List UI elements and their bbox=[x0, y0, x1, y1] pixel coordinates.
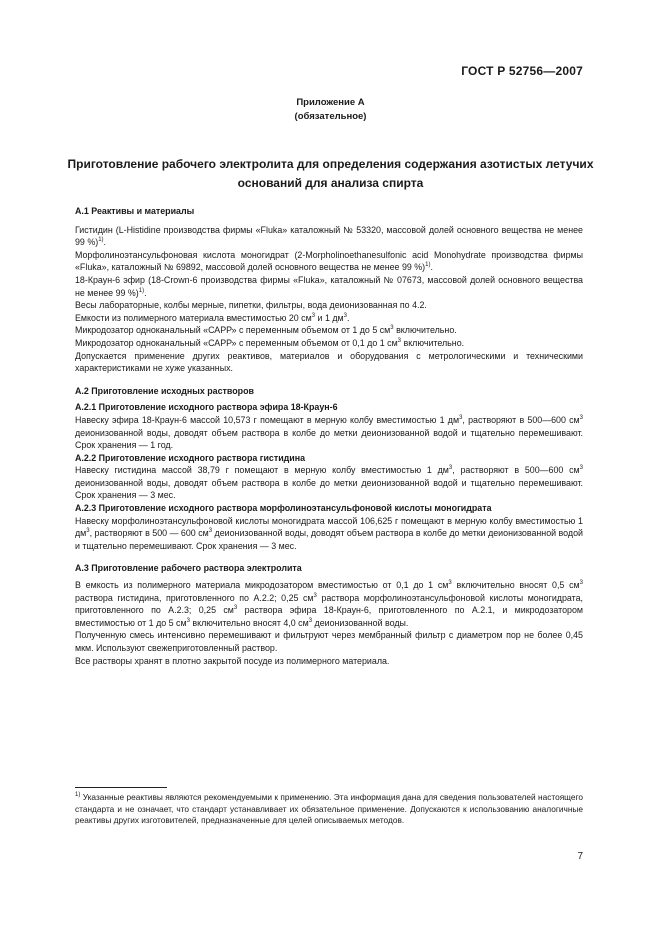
section-a1-heading: А.1 Реактивы и материалы bbox=[75, 206, 195, 216]
section-a21-heading: А.2.1 Приготовление исходного раствора эфира 18-Краун-6 bbox=[75, 402, 338, 413]
section-a3-filtering: Полученную смесь интенсивно перемешивают и фильтруют через мембранный фильтр с диаметром пор не более 0,45 мкм. Используют свежеприготовленный раствор. bbox=[75, 630, 583, 653]
reagent-mes: Морфолиноэтансульфоновая кислота моногидрат (2-Morpholinoethanesulfonic acid Monohydrate производства фирмы «Fluka», каталожный № 69892, массовой долей основного вещества не менее 99 %)$^{1)}$. bbox=[75, 249, 583, 273]
section-a3-heading: А.3 Приготовление рабочего раствора электролита bbox=[75, 563, 302, 574]
dispenser-1-text: Микродозатор одноканальный «САРР» с переменным объемом от 1 до 5 $см^3$ включительно. bbox=[75, 325, 457, 336]
annex-body bbox=[75, 205, 583, 667]
annex-status: (обязательное) bbox=[294, 111, 367, 122]
equipment-text: Весы лабораторные, колбы мерные, пипетки, фильтры, вода деионизованная по 4.2. bbox=[75, 300, 427, 311]
containers-text: Емкости из полимерного материала вместимостью 20 $см^3$ и 1 $дм^3$. bbox=[75, 312, 350, 323]
annex-title bbox=[40, 155, 621, 193]
annex-title-line-2: оснований для анализа спирта bbox=[237, 176, 424, 190]
page-number: 7 bbox=[577, 851, 583, 862]
allowed-substitution-text: Допускается применение других реактивов, материалов и оборудования с метрологическими и техническими характеристиками не хуже указанных. bbox=[75, 350, 583, 374]
section-a23-text: Навеску морфолиноэтансульфоновой кислоты моногидрата массой 106,625 г помещают в мерную колбу вместимостью 1 $дм^3$, растворяют в 500 — 600 $см^3$ деионизованной воды, доводят объем раствора в колбе до метки деионизованной водой и тщательно перемешивают. Срок хранения — 3 мес. bbox=[75, 515, 583, 551]
footnote-divider bbox=[75, 787, 167, 788]
section-a21-text: Навеску эфира 18-Краун-6 массой 10,573 г помещают в мерную колбу вместимостью 1 $дм^3$, растворяют в 500—600 $см^3$ деионизованной воды, доводят объем раствора в колбе до метки деионизованной водой и тщательно перемешивают. Срок хранения — 1 год. bbox=[75, 414, 583, 451]
section-a22-text: Навеску гистидина массой 38,79 г помещают в мерную колбу вместимостью 1 $дм^3$, растворяют в 500—600 $см^3$ деионизованной воды, доводят объем раствора в колбе до метки деионизованной водой и тщательно перемешивают. Срок хранения — 3 мес. bbox=[75, 465, 583, 501]
section-a2-heading: А.2 Приготовление исходных растворов bbox=[75, 385, 254, 396]
document-standard-number: ГОСТ Р 52756—2007 bbox=[461, 64, 583, 78]
annex-label: Приложение А bbox=[296, 97, 365, 108]
dispenser-2-text: Микродозатор одноканальный «САРР» с переменным объемом от 0,1 до 1 $см^3$ включительно. bbox=[75, 337, 465, 348]
footnote: $^{1)}$ Указанные реактивы являются рекомендуемыми к применению. Эта информация дана для сведения пользователей настоящего стандарта и не означает, что стандарт устанавливает их обязательное применение. Допускаются к использованию аналогичные реактивы других изготовителей, предназначенные для целей описываемых методов. bbox=[75, 792, 583, 826]
reagent-histidine: Гистидин (L-Histidine производства фирмы «Fluka» каталожный № 53320, массовой долей основного вещества не менее 99 %)$^{1)}$. bbox=[75, 224, 583, 248]
section-a22-heading: А.2.2 Приготовление исходного раствора гистидина bbox=[75, 452, 306, 463]
section-a3-procedure: В емкость из полимерного материала микродозатором вместимостью от 0,1 до 1 $см^3$ включительно вносят 0,5 $см^3$ раствора гистидина, приготовленного по А.2.2; 0,25 $см^3$ раствора морфолиноэтансульфоновой кислоты моногидрата, приготовленного по А.2.3; 0,25 $см^3$ раствора эфира 18-Краун-6, приготовленного по А.2.1, и микродозатором вместимостью от 1 до 5 $см^3$ включительно вносят 4,0 $см^3$ деионизованной воды. bbox=[75, 580, 583, 628]
section-a3-storage: Все растворы хранят в плотно закрытой посуде из полимерного материала. bbox=[75, 655, 390, 666]
annex-title-line-1: Приготовление рабочего электролита для определения содержания азотистых летучих bbox=[67, 157, 594, 171]
reagent-crown: 18-Краун-6 эфир (18-Crown-6 производства фирмы «Fluka», каталожный № 07673, массовой долей основного вещества не менее 99 %)$^{1)}$. bbox=[75, 274, 583, 298]
section-a23-heading: А.2.3 Приготовление исходного раствора морфолиноэтансульфоновой кислоты моногидрата bbox=[75, 503, 492, 514]
